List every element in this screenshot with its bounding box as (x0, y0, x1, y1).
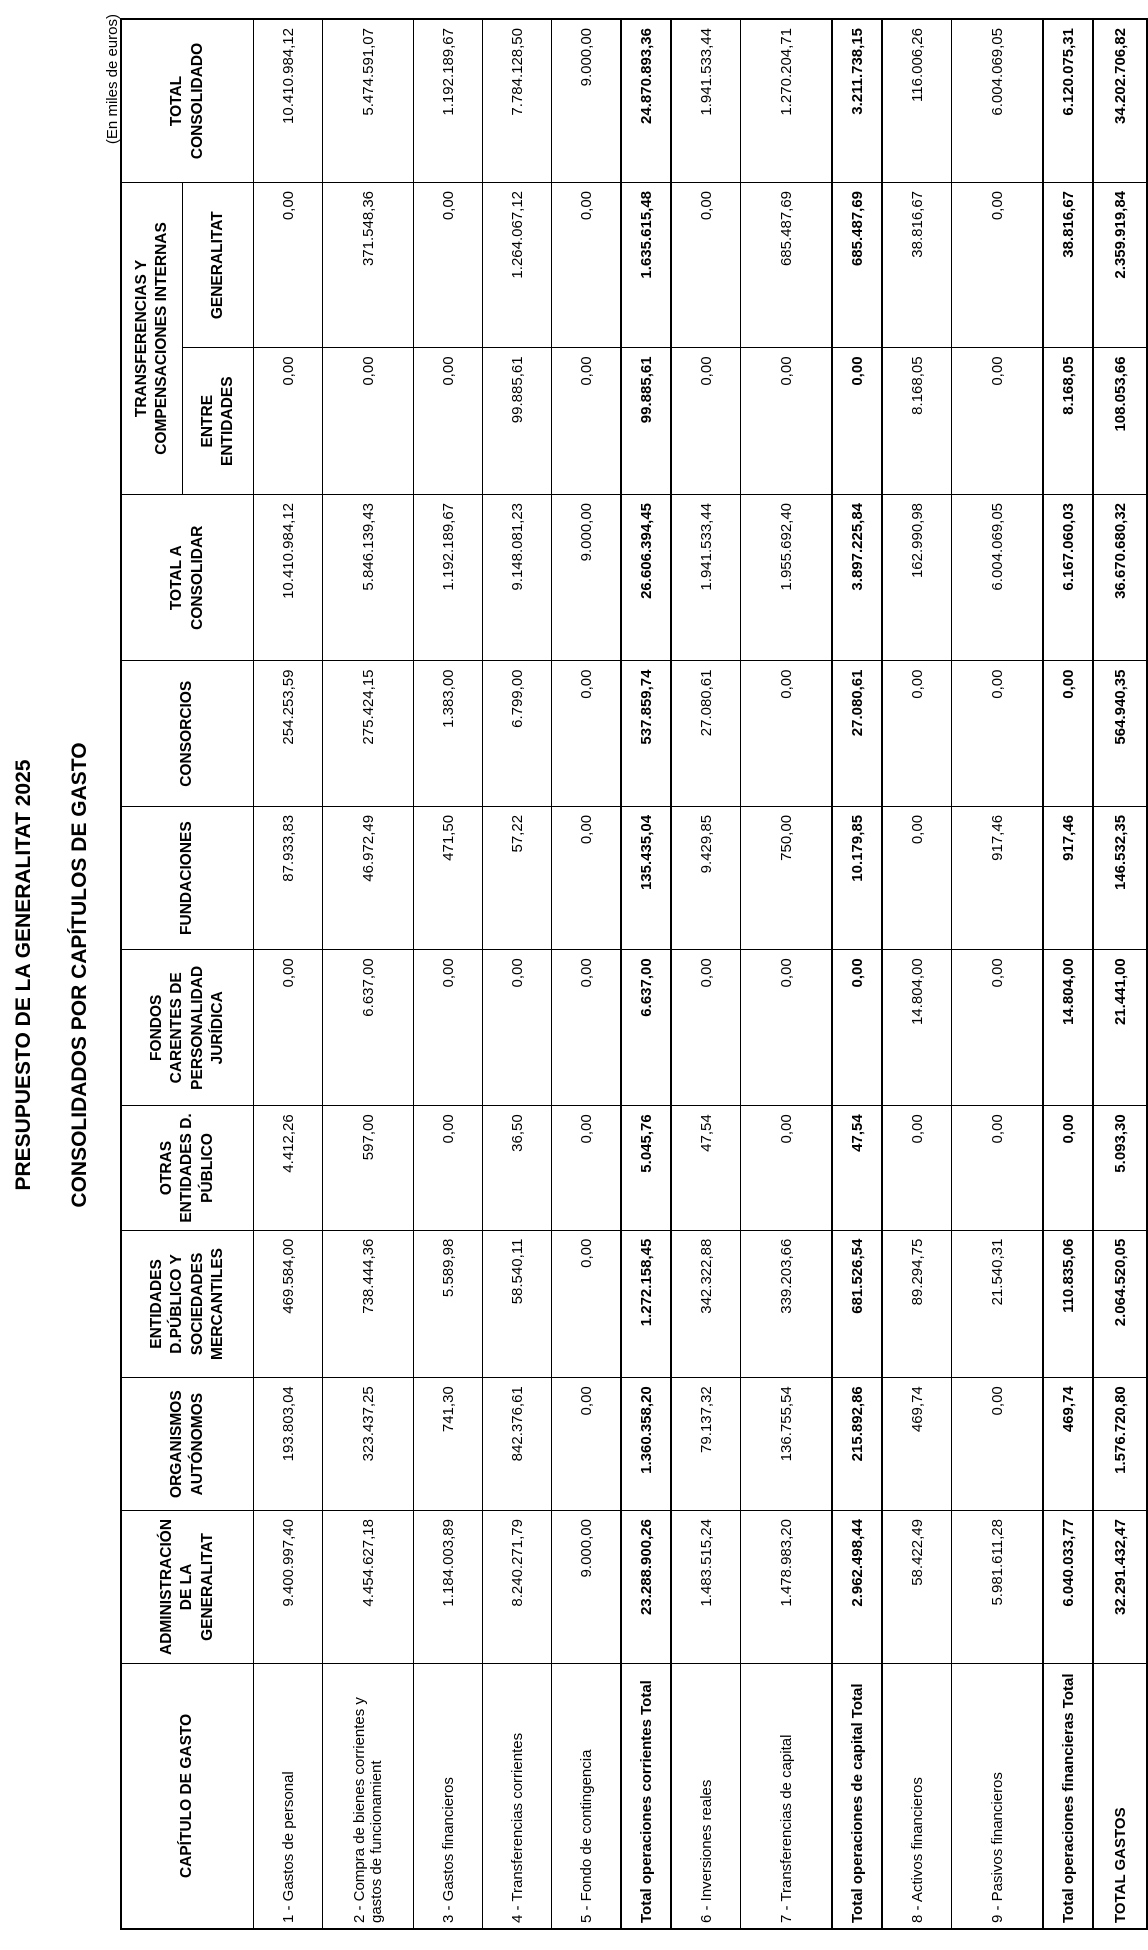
cell-value: 0,00 (552, 950, 622, 1106)
cell-value: 9.000,00 (552, 19, 622, 182)
row-label: Total operaciones corrientes Total (621, 1663, 671, 1929)
col-header-total-consolidar: TOTAL A CONSOLIDAR (121, 494, 254, 661)
table-row (741, 19, 833, 1929)
cell-value: 0,00 (671, 182, 741, 347)
cell-value: 0,00 (952, 182, 1044, 347)
cell-value: 0,00 (952, 661, 1044, 806)
cell-value: 1.955.692,40 (741, 494, 833, 661)
cell-value: 0,00 (254, 182, 323, 347)
cell-value: 46.972,49 (323, 806, 414, 949)
row-label: 2 - Compra de bienes corrientes y gastos de funcionamient (323, 1663, 414, 1929)
cell-value: 108.053,66 (1093, 348, 1147, 495)
col-header-entre-entidades: ENTRE ENTIDADES (183, 348, 254, 495)
cell-value: 0,00 (952, 1106, 1044, 1230)
col-header-generalitat: GENERALITAT (183, 182, 254, 347)
cell-value: 471,50 (414, 806, 483, 949)
cell-value: 6.040.033,77 (1043, 1511, 1093, 1664)
cell-value: 0,00 (323, 348, 414, 495)
cell-value: 5.981.611,28 (952, 1511, 1044, 1664)
cell-value: 0,00 (552, 1106, 622, 1230)
table-row (483, 19, 552, 1929)
table-row-subtotal (832, 19, 882, 1929)
row-label: TOTAL GASTOS (1093, 1663, 1147, 1929)
col-header-administracion: ADMINISTRACIÓN DE LA GENERALITAT (121, 1511, 254, 1664)
cell-value: 1.192.189,67 (414, 494, 483, 661)
row-label: 4 - Transferencias corrientes (483, 1663, 552, 1929)
cell-value: 0,00 (414, 348, 483, 495)
cell-value: 6.004.069,05 (952, 494, 1044, 661)
cell-value: 110.835,06 (1043, 1230, 1093, 1378)
cell-value: 0,00 (552, 182, 622, 347)
cell-value: 738.444,36 (323, 1230, 414, 1378)
cell-value: 14.804,00 (1043, 950, 1093, 1106)
col-header-fundaciones: FUNDACIONES (121, 806, 254, 949)
cell-value: 254.253,59 (254, 661, 323, 806)
col-header-total-consolidado: TOTAL CONSOLIDADO (121, 19, 254, 182)
cell-value: 0,00 (552, 348, 622, 495)
cell-value: 0,00 (832, 950, 882, 1106)
cell-value: 0,00 (414, 950, 483, 1106)
cell-value: 47,54 (832, 1106, 882, 1230)
cell-value: 9.429,85 (671, 806, 741, 949)
col-header-transferencias: TRANSFERENCIAS Y COMPENSACIONES INTERNAS (121, 182, 183, 494)
col-header-fondos: FONDOS CARENTES DE PERSONALIDAD JURÍDICA (121, 950, 254, 1106)
cell-value: 469,74 (882, 1378, 952, 1511)
cell-value: 38.816,67 (1043, 182, 1093, 347)
row-label: 6 - Inversiones reales (671, 1663, 741, 1929)
cell-value: 0,00 (254, 348, 323, 495)
cell-value: 4.412,26 (254, 1106, 323, 1230)
cell-value: 24.870.893,36 (621, 19, 671, 182)
cell-value: 36.670.680,32 (1093, 494, 1147, 661)
cell-value: 79.137,32 (671, 1378, 741, 1511)
cell-value: 685.487,69 (832, 182, 882, 347)
cell-value: 1.272.158,45 (621, 1230, 671, 1378)
cell-value: 146.532,35 (1093, 806, 1147, 949)
cell-value: 58.540,11 (483, 1230, 552, 1378)
cell-value: 917,46 (952, 806, 1044, 949)
cell-value: 9.400.997,40 (254, 1511, 323, 1664)
table-row (323, 19, 414, 1929)
cell-value: 9.000,00 (552, 1511, 622, 1664)
cell-value: 0,00 (552, 806, 622, 949)
cell-value: 0,00 (952, 1378, 1044, 1511)
col-header-consorcios: CONSORCIOS (121, 661, 254, 806)
cell-value: 1.941.533,44 (671, 19, 741, 182)
cell-value: 135.435,04 (621, 806, 671, 949)
cell-value: 0,00 (741, 348, 833, 495)
cell-value: 1.576.720,80 (1093, 1378, 1147, 1511)
cell-value: 0,00 (414, 1106, 483, 1230)
row-label: 7 - Transferencias de capital (741, 1663, 833, 1929)
cell-value: 32.291.432,47 (1093, 1511, 1147, 1664)
table-row (414, 19, 483, 1929)
table-row-subtotal (1043, 19, 1093, 1929)
cell-value: 5.589,98 (414, 1230, 483, 1378)
row-label: 3 - Gastos financieros (414, 1663, 483, 1929)
row-label: 8 - Activos financieros (882, 1663, 952, 1929)
budget-table (120, 18, 1148, 1930)
cell-value: 8.168,05 (1043, 348, 1093, 495)
cell-value: 842.376,61 (483, 1378, 552, 1511)
cell-value: 1.264.067,12 (483, 182, 552, 347)
cell-value: 2.064.520,05 (1093, 1230, 1147, 1378)
cell-value: 469.584,00 (254, 1230, 323, 1378)
cell-value: 1.360.358,20 (621, 1378, 671, 1511)
table-row (552, 19, 622, 1929)
table-row (952, 19, 1044, 1929)
cell-value: 26.606.394,45 (621, 494, 671, 661)
cell-value: 9.148.081,23 (483, 494, 552, 661)
cell-value: 1.270.204,71 (741, 19, 833, 182)
cell-value: 0,00 (882, 806, 952, 949)
cell-value: 685.487,69 (741, 182, 833, 347)
cell-value: 3.211.738,15 (832, 19, 882, 182)
cell-value: 0,00 (552, 1378, 622, 1511)
cell-value: 339.203,66 (741, 1230, 833, 1378)
cell-value: 0,00 (254, 950, 323, 1106)
table-row-grand-total (1093, 19, 1147, 1929)
cell-value: 8.168,05 (882, 348, 952, 495)
cell-value: 469,74 (1043, 1378, 1093, 1511)
cell-value: 2.359.919,84 (1093, 182, 1147, 347)
cell-value: 2.962.498,44 (832, 1511, 882, 1664)
row-label: 9 - Pasivos financieros (952, 1663, 1044, 1929)
cell-value: 0,00 (882, 661, 952, 806)
cell-value: 1.192.189,67 (414, 19, 483, 182)
cell-value: 5.093,30 (1093, 1106, 1147, 1230)
cell-value: 0,00 (952, 950, 1044, 1106)
table-row (882, 19, 952, 1929)
cell-value: 1.383,00 (414, 661, 483, 806)
cell-value: 1.184.003,89 (414, 1511, 483, 1664)
row-label: Total operaciones de capital Total (832, 1663, 882, 1929)
cell-value: 0,00 (1043, 1106, 1093, 1230)
cell-value: 14.804,00 (882, 950, 952, 1106)
cell-value: 215.892,86 (832, 1378, 882, 1511)
cell-value: 6.799,00 (483, 661, 552, 806)
cell-value: 99.885,61 (621, 348, 671, 495)
cell-value: 0,00 (882, 1106, 952, 1230)
cell-value: 681.526,54 (832, 1230, 882, 1378)
cell-value: 10.410.984,12 (254, 494, 323, 661)
cell-value: 0,00 (552, 1230, 622, 1378)
cell-value: 537.859,74 (621, 661, 671, 806)
cell-value: 193.803,04 (254, 1378, 323, 1511)
cell-value: 7.784.128,50 (483, 19, 552, 182)
cell-value: 0,00 (1043, 661, 1093, 806)
col-header-entidades: ENTIDADES D.PÚBLICO Y SOCIEDADES MERCANTILES (121, 1230, 254, 1378)
cell-value: 38.816,67 (882, 182, 952, 347)
cell-value: 10.410.984,12 (254, 19, 323, 182)
cell-value: 323.437,25 (323, 1378, 414, 1511)
row-label: Total operaciones financieras Total (1043, 1663, 1093, 1929)
table-row (671, 19, 741, 1929)
cell-value: 10.179,85 (832, 806, 882, 949)
cell-value: 0,00 (832, 348, 882, 495)
cell-value: 36,50 (483, 1106, 552, 1230)
page-subtitle: CONSOLIDADOS POR CAPÍTULOS DE GASTO (68, 742, 91, 1208)
cell-value: 6.004.069,05 (952, 19, 1044, 182)
cell-value: 5.045,76 (621, 1106, 671, 1230)
cell-value: 6.637,00 (621, 950, 671, 1106)
table-row-subtotal (621, 19, 671, 1929)
cell-value: 34.202.706,82 (1093, 19, 1147, 182)
cell-value: 23.288.900,26 (621, 1511, 671, 1664)
cell-value: 741,30 (414, 1378, 483, 1511)
cell-value: 99.885,61 (483, 348, 552, 495)
cell-value: 21.441,00 (1093, 950, 1147, 1106)
cell-value: 0,00 (952, 348, 1044, 495)
unit-note: (En miles de euros) (104, 14, 121, 145)
cell-value: 6.167.060,03 (1043, 494, 1093, 661)
cell-value: 0,00 (741, 1106, 833, 1230)
cell-value: 1.478.983,20 (741, 1511, 833, 1664)
cell-value: 0,00 (483, 950, 552, 1106)
page-title: PRESUPUESTO DE LA GENERALITAT 2025 (12, 759, 35, 1191)
cell-value: 47,54 (671, 1106, 741, 1230)
cell-value: 0,00 (414, 182, 483, 347)
cell-value: 4.454.627,18 (323, 1511, 414, 1664)
table-row (254, 19, 323, 1929)
cell-value: 5.846.139,43 (323, 494, 414, 661)
col-header-organismos: ORGANISMOS AUTÓNOMOS (121, 1378, 254, 1511)
cell-value: 27.080,61 (671, 661, 741, 806)
cell-value: 116.006,26 (882, 19, 952, 182)
cell-value: 27.080,61 (832, 661, 882, 806)
cell-value: 58.422,49 (882, 1511, 952, 1664)
cell-value: 6.637,00 (323, 950, 414, 1106)
cell-value: 0,00 (741, 950, 833, 1106)
col-header-capitulo: CAPÍTULO DE GASTO (121, 1663, 254, 1929)
cell-value: 275.424,15 (323, 661, 414, 806)
cell-value: 564.940,35 (1093, 661, 1147, 806)
cell-value: 1.941.533,44 (671, 494, 741, 661)
cell-value: 6.120.075,31 (1043, 19, 1093, 182)
cell-value: 342.322,88 (671, 1230, 741, 1378)
cell-value: 0,00 (552, 661, 622, 806)
cell-value: 3.897.225,84 (832, 494, 882, 661)
row-label: 5 - Fondo de contingencia (552, 1663, 622, 1929)
cell-value: 917,46 (1043, 806, 1093, 949)
col-header-otras: OTRAS ENTIDADES D. PÚBLICO (121, 1106, 254, 1230)
cell-value: 9.000,00 (552, 494, 622, 661)
cell-value: 162.990,98 (882, 494, 952, 661)
cell-value: 0,00 (671, 950, 741, 1106)
cell-value: 1.635.615,48 (621, 182, 671, 347)
cell-value: 21.540,31 (952, 1230, 1044, 1378)
cell-value: 1.483.515,24 (671, 1511, 741, 1664)
cell-value: 87.933,83 (254, 806, 323, 949)
cell-value: 597,00 (323, 1106, 414, 1230)
cell-value: 57,22 (483, 806, 552, 949)
cell-value: 0,00 (671, 348, 741, 495)
cell-value: 5.474.591,07 (323, 19, 414, 182)
cell-value: 0,00 (741, 661, 833, 806)
cell-value: 8.240.271,79 (483, 1511, 552, 1664)
cell-value: 750,00 (741, 806, 833, 949)
cell-value: 136.755,54 (741, 1378, 833, 1511)
row-label: 1 - Gastos de personal (254, 1663, 323, 1929)
cell-value: 89.294,75 (882, 1230, 952, 1378)
cell-value: 371.548,36 (323, 182, 414, 347)
